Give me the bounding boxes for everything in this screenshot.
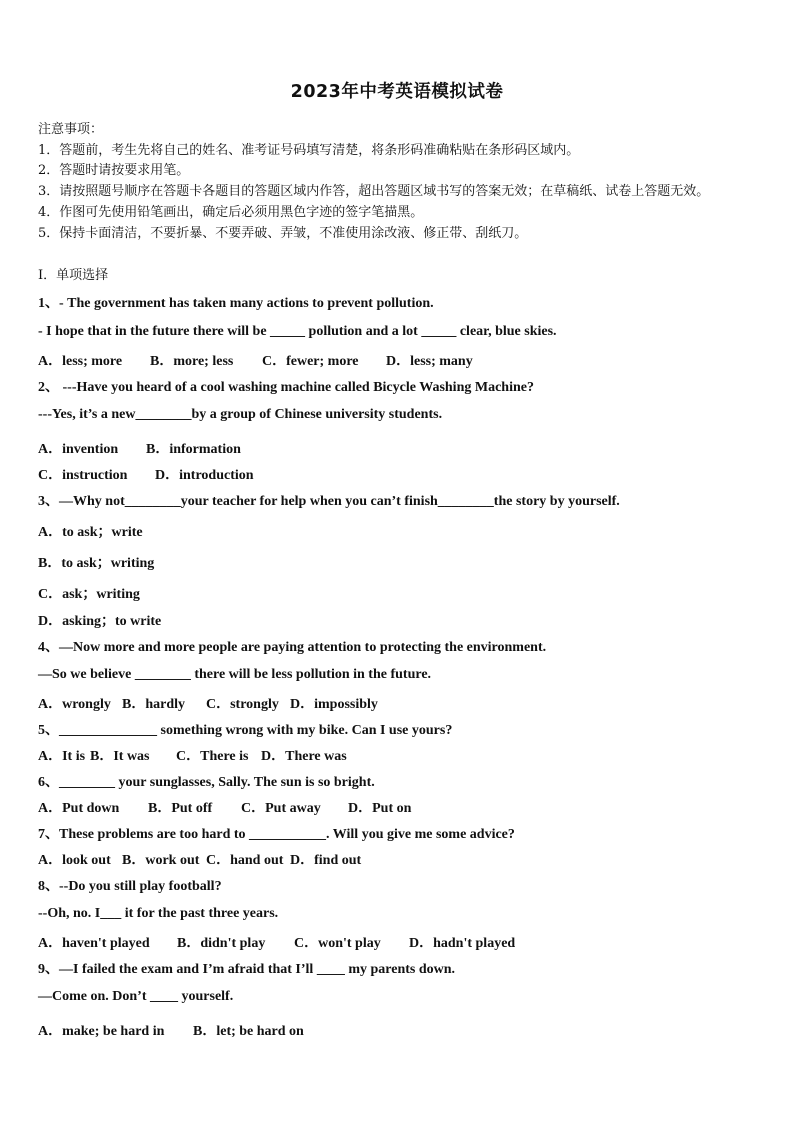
question-stem: 6、________ your sunglasses, Sally. The sun is so bright. [38,775,375,790]
option: B．information [146,442,241,457]
question-stem: 1、- The government has taken many actions to prevent pollution. [38,296,434,311]
note-item: 2．答题时请按要求用笔。 [38,163,190,179]
question-stem: 7、These problems are too hard to ___________. Will you give me some advice? [38,827,515,842]
option: D．asking；to write [38,614,162,629]
option: A．to ask；write [38,525,143,540]
question-stem: 8、--Do you still play football? [38,879,222,894]
question-stem: 9、—I failed the exam and I’m afraid that I’ll ____ my parents down. [38,962,456,977]
option: B．It was [90,749,150,764]
option: B．let; be hard on [193,1024,304,1039]
question-stem: 3、—Why not________your teacher for help when you can’t finish________the story by yourself. [38,494,620,509]
question-stem: —Come on. Don’t ____ yourself. [38,989,234,1004]
option-row [38,1020,304,1040]
option-row [38,350,473,370]
question-stem: —So we believe ________ there will be less pollution in the future. [38,667,432,682]
option-row [38,464,254,484]
option: D．less; many [386,354,473,369]
option: C．strongly [206,697,279,712]
notes-heading: 注意事项： [38,122,104,137]
option: B．work out [122,853,200,868]
option: B．hardly [122,697,186,712]
option-row [38,797,411,817]
option-row [38,552,154,572]
option-row [38,438,241,458]
note-item: 3．请按照题号顺序在答题卡各题目的答题区域内作答，超出答题区域书写的答案无效；在草稿纸、试卷上答题无效。 [38,184,710,200]
option: D．introduction [155,468,254,483]
note-item: 5．保持卡面清洁，不要折暴、不要弄破、弄皱，不准使用涂改液、修正带、刮纸刀。 [38,225,528,241]
note-item: 1．答题前，考生先将自己的姓名、准考证号码填写清楚，将条形码准确粘贴在条形码区域内。 [38,142,580,158]
option: D．hadn't played [409,936,516,951]
option: A．invention [38,442,119,457]
option-row [38,521,143,541]
section-title: Ⅰ．单项选择 [38,268,109,283]
option: A．make; be hard in [38,1024,165,1039]
note-item: 4．作图可先使用铅笔画出，确定后必须用黑色字迹的签字笔描黑。 [38,204,424,220]
option: B．to ask；writing [38,556,155,571]
option: B．Put off [148,801,213,816]
option: D．Put on [348,801,412,816]
option-row [38,610,161,630]
option: D．impossibly [290,697,378,712]
option: A．Put down [38,801,120,816]
notes-block [38,120,768,244]
question-stem: ---Yes, it’s a new________by a group of Chinese university students. [38,407,443,422]
option-row [38,583,140,603]
question-stem: --Oh, no. I___ it for the past three years. [38,906,279,921]
question-stem: 4、—Now more and more people are paying attention to protecting the environment. [38,640,547,655]
option: C．There is [176,749,249,764]
option-row [38,745,347,765]
question-stem: 5、______________ something wrong with my bike. Can I use yours? [38,723,453,738]
option: A．haven't played [38,936,150,951]
question-stem: 2、 ---Have you heard of a cool washing machine called Bicycle Washing Machine? [38,380,534,395]
question-stem: - I hope that in the future there will be _____ pollution and a lot _____ clear, blue skies. [38,324,557,339]
option: A．less; more [38,354,123,369]
option: D．find out [290,853,362,868]
option: C．Put away [241,801,321,816]
option: A．wrongly [38,697,111,712]
option: A．look out [38,853,111,868]
option: C．instruction [38,468,128,483]
option: C．hand out [206,853,284,868]
option-row [38,932,515,952]
page-title: 2023年中考英语模拟试卷 [290,82,504,102]
option-row [38,849,361,869]
option-row [38,693,378,713]
option: C．won't play [294,936,381,951]
option: B．more; less [150,354,234,369]
option: A．It is [38,749,86,764]
option: B．didn't play [177,936,266,951]
option: C．ask；writing [38,587,140,602]
option: C．fewer; more [262,354,359,369]
option: D．There was [261,749,347,764]
